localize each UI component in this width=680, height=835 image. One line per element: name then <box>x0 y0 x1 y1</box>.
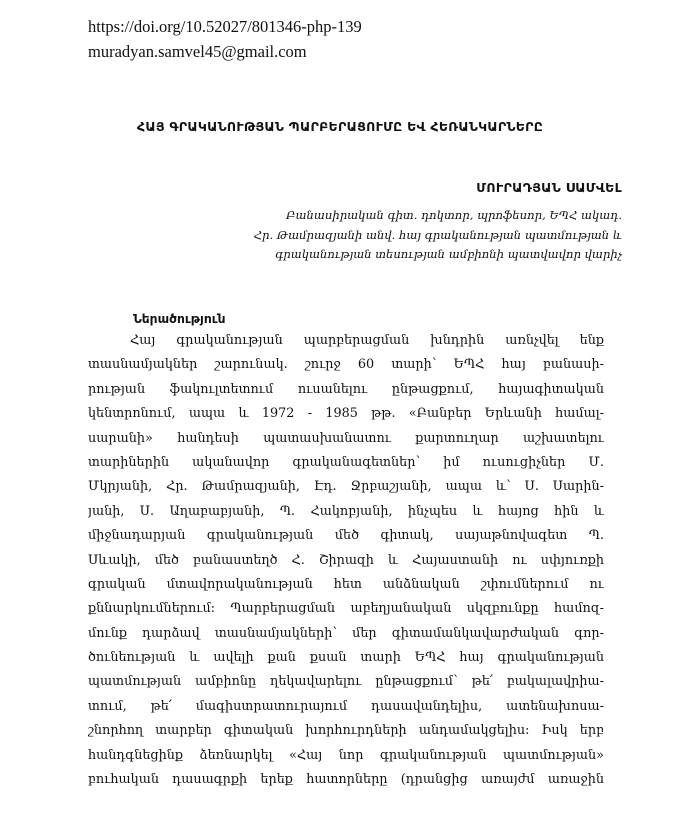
author-email[interactable]: muradyan.samvel45@gmail.com <box>88 42 307 61</box>
body-line: տասնամյակներ շարունակ. շուրջ 60 տարի՝ ԵՊՀ հայ բանասի- <box>88 357 604 373</box>
body-line: րության ֆակուլտետում ուսանելու ընթացքում, հայագիտական <box>88 381 604 397</box>
body-line: յանի, Ս. Աղաբաբյանի, Պ. Հակոբյանի, ինչպես և հայոց հին և <box>88 503 604 519</box>
author-affiliation-line: գրականության տեսության ամբիոնի պատվավոր վարիչ <box>275 247 622 261</box>
section-heading: Ներածություն <box>133 312 226 326</box>
body-line: տարիներին ականավոր գրականագետներ՝ իմ ուսուցիչներ Մ. <box>88 454 604 470</box>
author-affiliation-line: Բանասիրական գիտ. դոկտոր, պրոֆեսոր, ԵՊՀ ակադ. <box>286 208 622 222</box>
body-text <box>88 329 604 792</box>
body-line: Մկրյանի, Հր. Թամրազյանի, Էդ. Ջրբաշյանի, ապա և՝ Ս. Սարին- <box>88 479 604 495</box>
body-line: շնորհող տարբեր գիտական խորհուրդների անդամակցելիս: Իսկ երբ <box>88 723 604 739</box>
body-line: կենտրոնում, ապա և 1972 - 1985 թթ. «Բանբեր Երևանի համալ- <box>88 406 604 422</box>
body-line: բուհական դասագրքի երեք հատորները (դրանցից առայժմ առաջին <box>88 772 604 788</box>
body-line: գրական մտավորականության հետ անձնական շփումներում ու <box>88 576 604 592</box>
body-line: միջնադարյան գրականության մեծ գիտակ, սայաթնովագետ Պ. <box>88 528 604 544</box>
body-line: տում, թե՛ մագիստրատուրայում դասավանդելիս, ատենախոսա- <box>88 698 604 714</box>
body-line: հանդգնեցինք ձեռնարկել «Հայ նոր գրականության պատմության» <box>88 747 604 763</box>
body-line: քննարկումներում: Պարբերացման աբեղյանական սկզբունքը համոզ- <box>88 601 604 617</box>
body-line: պատմության ամբիոնը ղեկավարելու ընթացքում՝ թե՛ բակալավրիա- <box>88 674 604 690</box>
body-line: ծունեության և ավելի քան քսան տարի ԵՊՀ հայ գրականության <box>88 650 604 666</box>
doi-link[interactable]: https://doi.org/10.52027/801346-php-139 <box>88 17 362 36</box>
body-line: մունք դարձավ տասնամյակների՝ մեր գիտամանկավարժական գոր- <box>88 625 604 641</box>
author-name: ՄՈՒՐԱԴՅԱՆ ՍԱՄՎԵԼ <box>476 180 622 195</box>
paper-title: ՀԱՅ ԳՐԱԿԱՆՈՒԹՅԱՆ ՊԱՐԲԵՐԱՑՈՒՄԸ ԵՎ ՀԵՌԱՆԿԱՐՆԵՐԸ <box>136 119 544 134</box>
body-line: Հայ գրականության պարբերացման խնդրին առնչվել ենք <box>130 333 604 348</box>
body-line: Սևակի, մեծ բանաստեղծ Հ. Շիրազի և Հայաստանի ու սփյուռքի <box>88 552 604 568</box>
author-affiliation-line: Հր. Թամրազյանի անվ. հայ գրականության պատմության և <box>253 228 622 242</box>
body-line: սարանի» հանդեսի պատասխանատու քարտուղար աշխատելու <box>88 430 604 446</box>
